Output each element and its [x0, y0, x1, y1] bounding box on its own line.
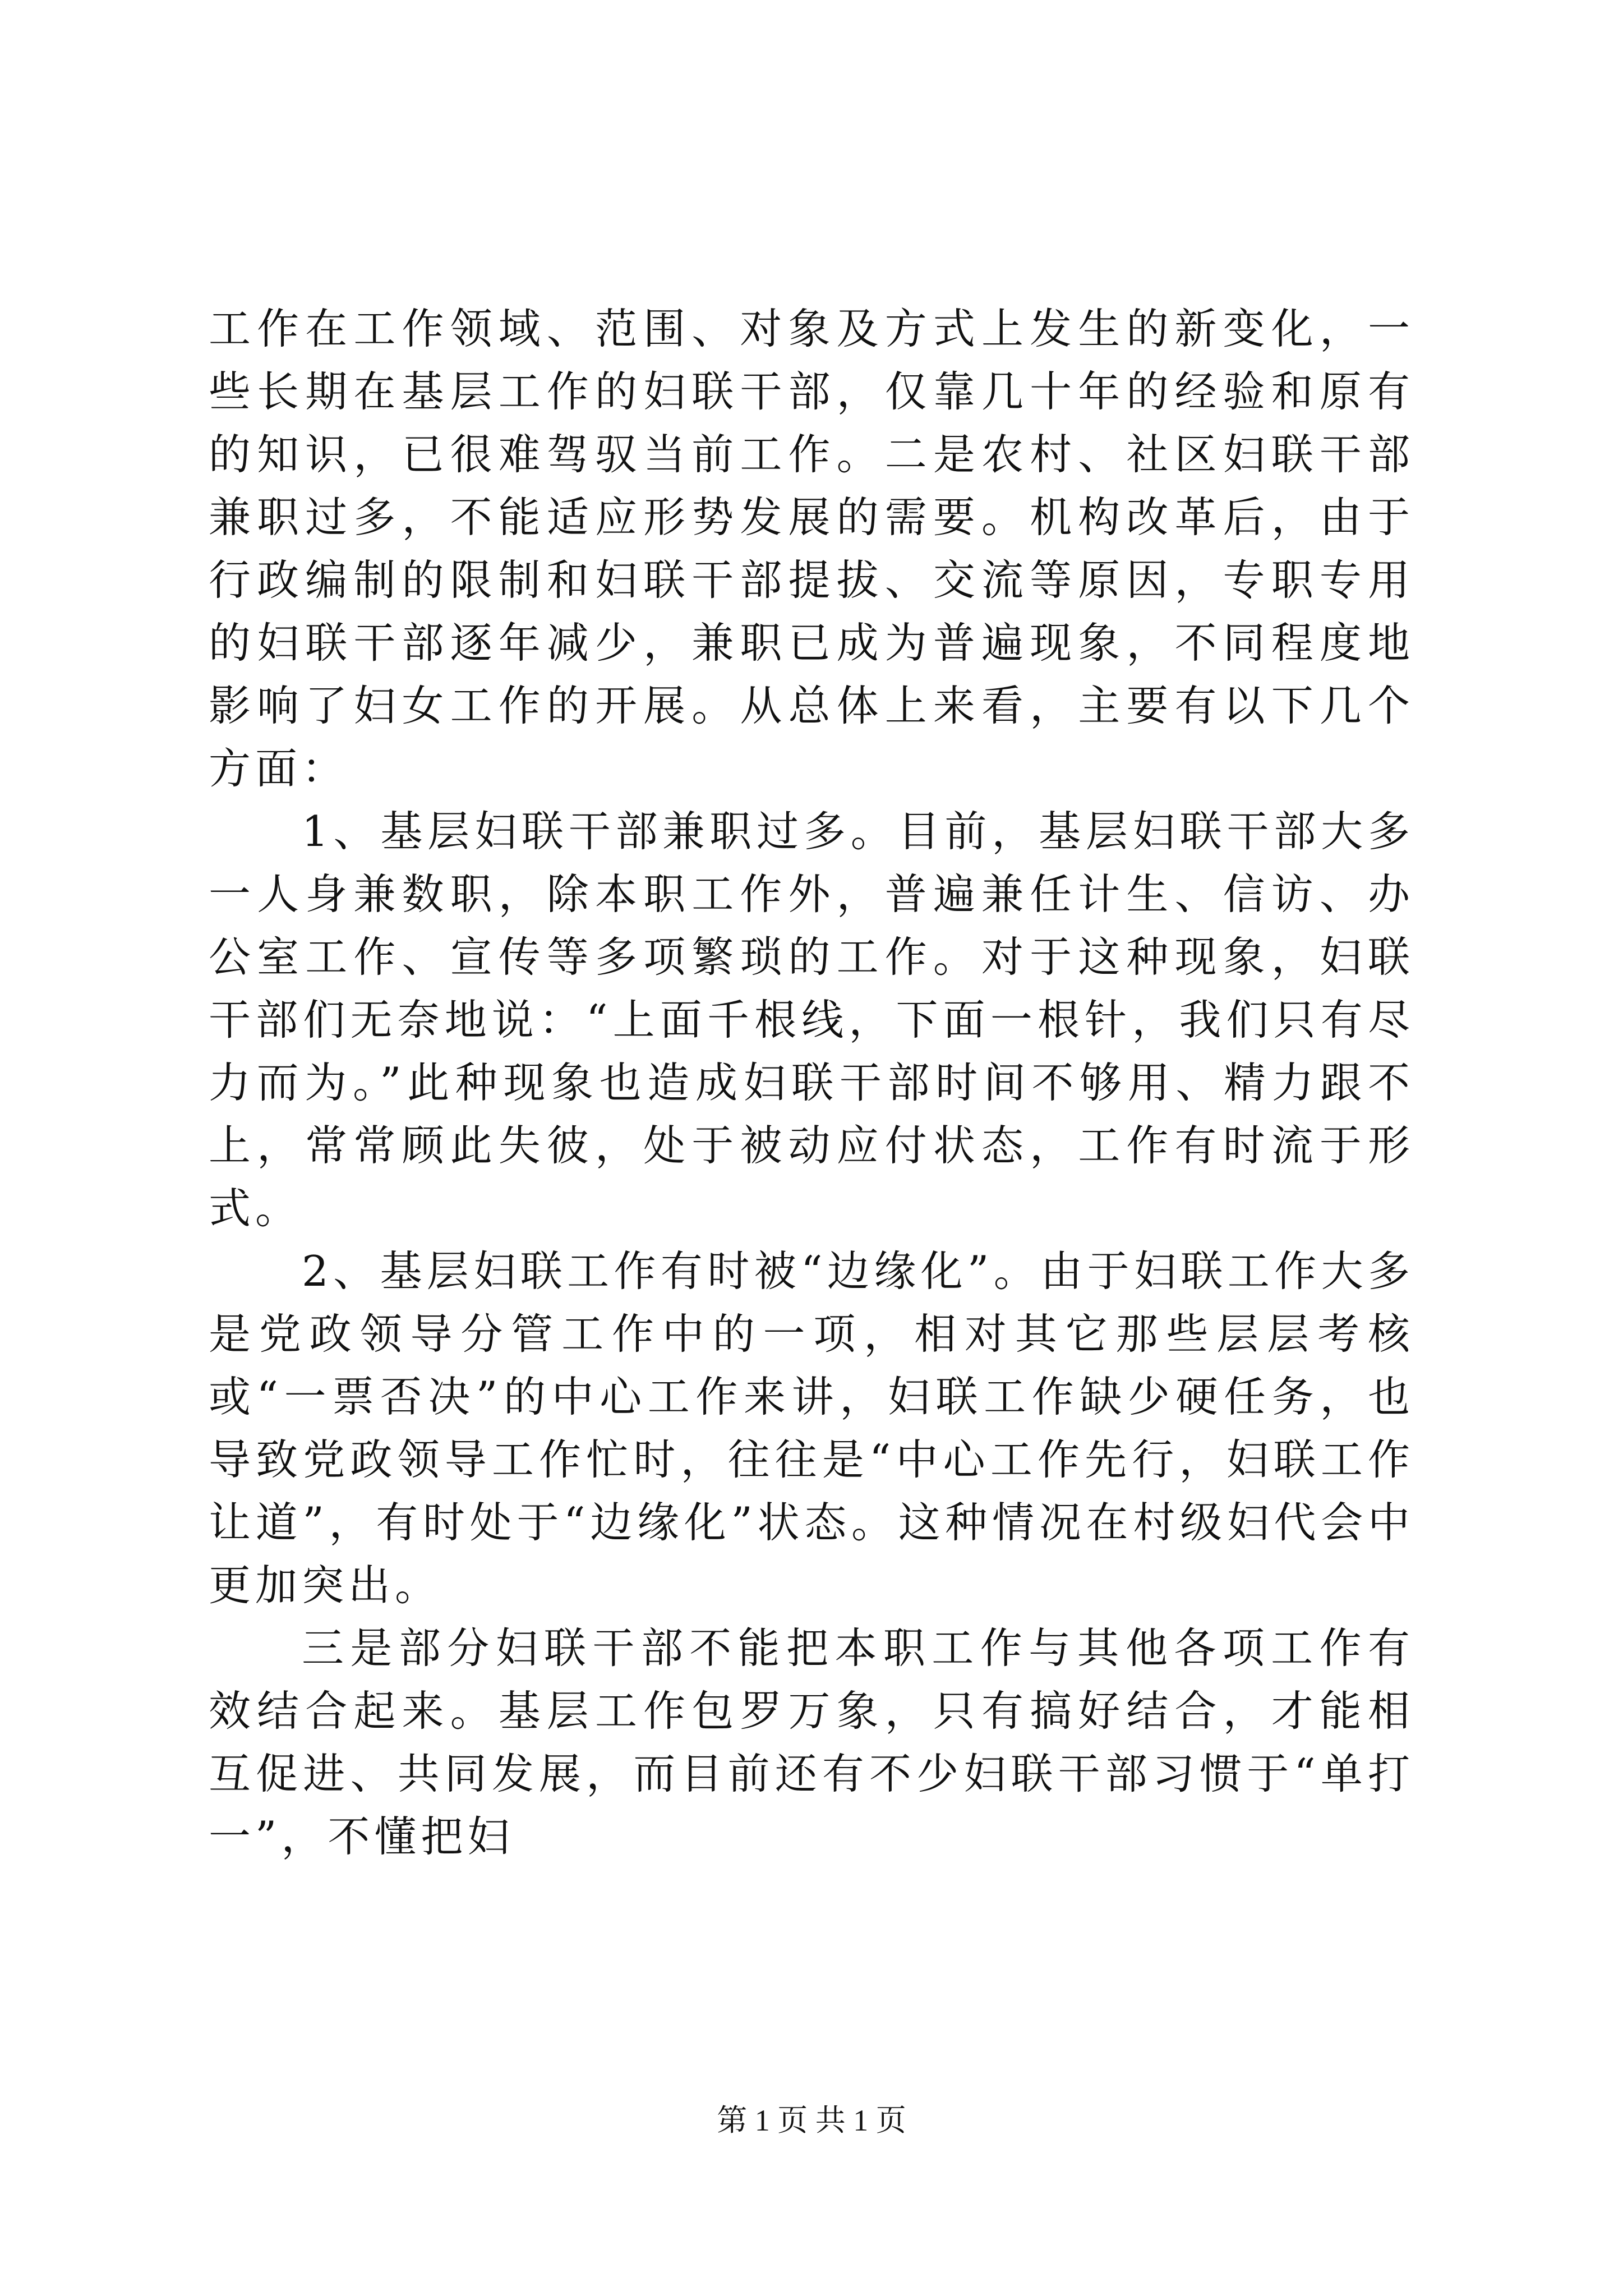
paragraph-item-2: 2、基层妇联工作有时被“边缘化”。由于妇联工作大多是党政领导分管工作中的一项，相对其它那些层层考核或“一票否决”的中心工作来讲，妇联工作缺少硬任务，也导致党政领导工作忙时，往往是“中心工作先行，妇联工作让道”，有时处于“边缘化”状态。这种情况在村级妇代会中更加突出。	[209, 1246, 1414, 1610]
page-number: 第 1 页 共 1 页	[717, 2104, 906, 2137]
paragraph-item-1: 1、基层妇联干部兼职过多。目前，基层妇联干部大多一人身兼数职，除本职工作外，普遍兼任计生、信访、办公室工作、宣传等多项繁琐的工作。对于这种现象，妇联干部们无奈地说：“上面千根线，下面一根针，我们只有尽力而为。”此种现象也造成妇联干部时间不够用、精力跟不上，常常顾此失彼，处于被动应付状态，工作有时流于形式。	[209, 807, 1414, 1233]
paragraph-continuation: 工作在工作领域、范围、对象及方式上发生的新变化，一些长期在基层工作的妇联干部，仅靠几十年的经验和原有的知识，已很难驾驭当前工作。二是农村、社区妇联干部兼职过多，不能适应形势发展的需要。机构改革后，由于行政编制的限制和妇联干部提拔、交流等原因，专职专用的妇联干部逐年减少，兼职已成为普遍现象，不同程度地影响了妇女工作的开展。从总体上来看，主要有以下几个方面：	[209, 304, 1414, 793]
document-body	[209, 297, 1414, 1868]
page-footer	[0, 2104, 1623, 2137]
paragraph-point-3: 三是部分妇联干部不能把本职工作与其他各项工作有效结合起来。基层工作包罗万象，只有搞好结合，才能相互促进、共同发展，而目前还有不少妇联干部习惯于“单打一”，不懂把妇	[209, 1623, 1414, 1861]
